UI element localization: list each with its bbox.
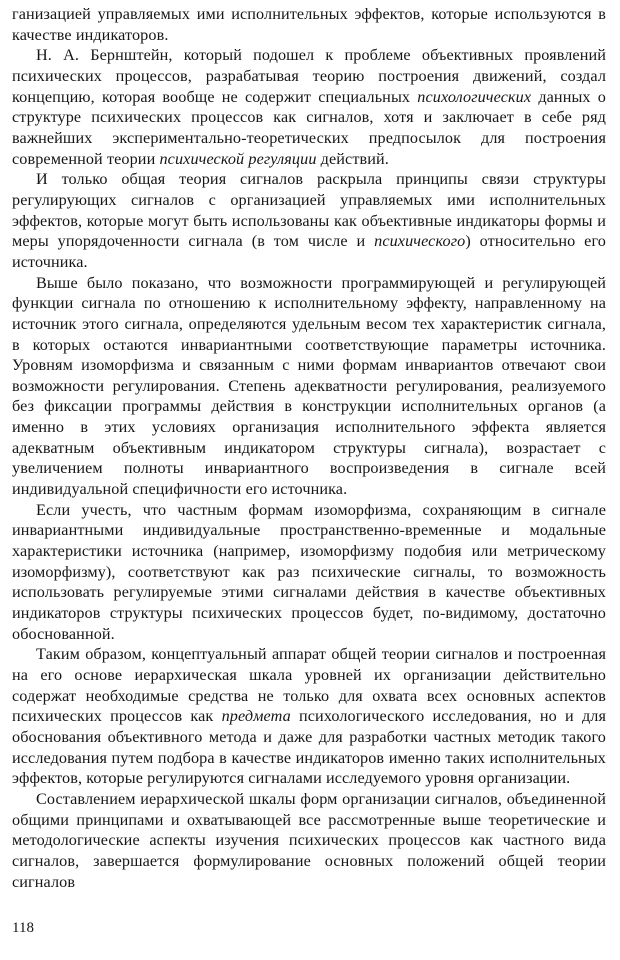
- paragraph-3: [12, 273, 606, 500]
- text-run: Если учесть, что частным формам изоморфизма, сохраняющим в сигнале инвариантными индивидуальные пространственно-временные и модальные характеристики источника (например, изоморфизму подобия или метрическому изоморфизму), соответствуют как раз психические сигналы, то возможность использовать регулируемые этими сигналами действия в качестве объективных индикаторов структуры психических процессов будет, по-видимому, достаточно обоснованной.: [12, 500, 606, 643]
- text-run: И только общая теория сигналов раскрыла принципы связи структуры регулирующих сигналов с организацией управляемых ими исполнительных эффектов, которые могут быть использованы как объективные индикаторы формы и меры упорядоченности сигнала (в том числе и: [12, 170, 606, 251]
- text-run: Таким образом, концептуальный аппарат общей теории сигналов и построенная на его основе иерархическая шкала уровней их организации действительно содержат необходимые средства не только для охвата всех основных аспектов психических процессов как: [12, 645, 606, 726]
- text-run: Составлением иерархической шкалы форм организации сигналов, объединенной общими принципами и охватывающей все рассмотренные выше теоретические и методологические аспекты изучения психических процессов как частного вида сигналов, завершается формулирование основных положений общей теории сигналов: [12, 789, 606, 891]
- text-run: ганизацией управляемых ими исполнительных эффектов, которые используются в качестве индикаторов.: [12, 5, 606, 44]
- body-text: [12, 4, 606, 892]
- text-run: данных о структуре психических процессов как сигналов, хотя и заключает в себе ряд важнейших экспериментально-теоретических предпосылок для построения современной теории: [12, 87, 606, 168]
- text-run: Выше было показано, что возможности программирующей и регулирующей функции сигнала по отношению к исполнительному эффекту, направленному на источник этого сигнала, определяются удельным весом тех характеристик сигнала, в которых остаются инвариантными соответствующие параметры источника. Уровням изоморфизма и связанным с ними формам инвариантов отвечают свои возможности регулирования. Степень адекватности регулирования, реализуемого без фиксации программы действия в конструкции исполнительных органов (а именно в этих условиях организация исполнительного эффекта является адекватным объективным индикатором структуры сигнала), возрастает с увеличением полноты инвариантного воспроизведения в сигнале всей индивидуальной специфичности его источника.: [12, 273, 606, 499]
- paragraph-6: [12, 789, 606, 892]
- italic-text: предмета: [221, 707, 291, 726]
- paragraph-0: [12, 4, 606, 45]
- paragraph-4: [12, 500, 606, 645]
- text-run: Н. А. Бернштейн, который подошел к проблеме объективных проявлений психических процессов, разрабатывая теорию построения движений, создал концепцию, которая вообще не содержит специальных: [12, 46, 606, 106]
- book-page: [12, 4, 606, 956]
- italic-text: психической регуляции: [159, 149, 317, 168]
- paragraph-2: [12, 169, 606, 272]
- paragraph-5: [12, 644, 606, 789]
- text-run: психологического исследования, но и для обоснования объективного метода и даже для разработки частных методик такого исследования путем подбора в качестве индикаторов именно таких исполнительных эффектов, которые регулируются сигналами исследуемого уровня организации.: [12, 707, 607, 788]
- italic-text: психического: [374, 232, 466, 251]
- paragraph-1: [12, 45, 606, 169]
- text-run: ) относительно его источника.: [12, 232, 606, 271]
- page-number: 118: [12, 920, 34, 936]
- text-run: действий.: [316, 149, 389, 168]
- italic-text: психологических: [417, 87, 532, 106]
